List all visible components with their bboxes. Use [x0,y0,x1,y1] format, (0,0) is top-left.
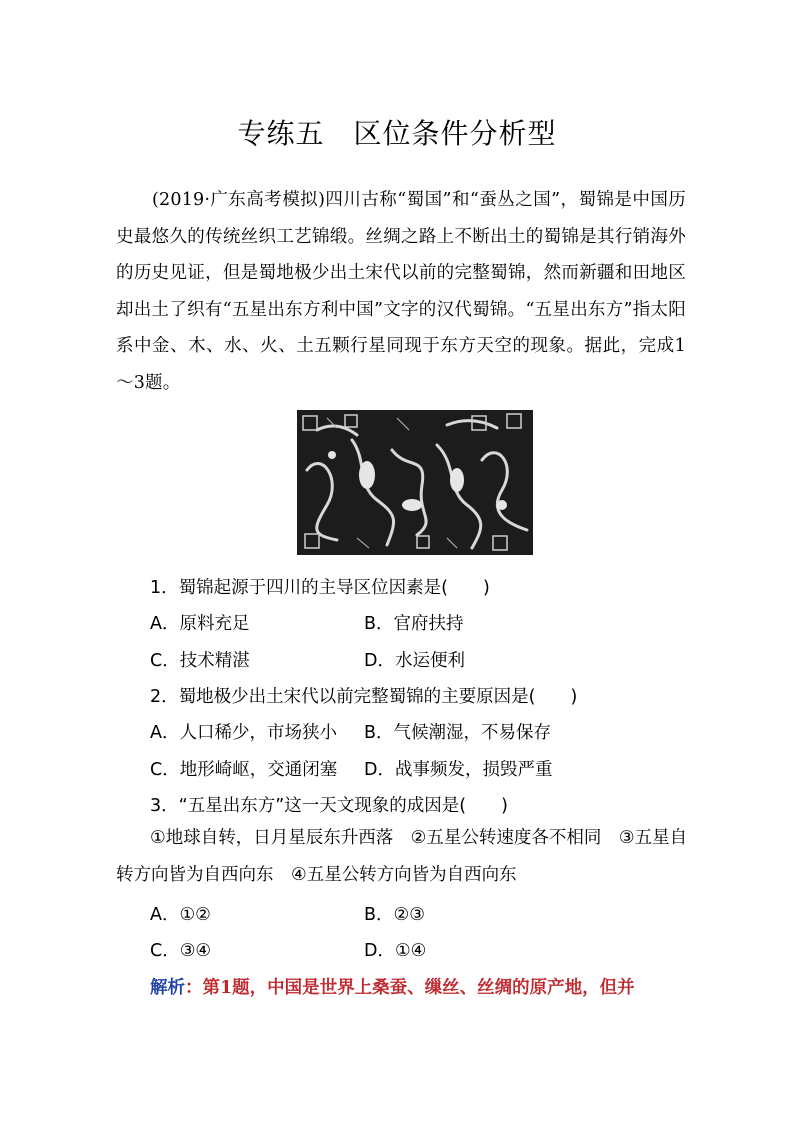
question-2-option-c: C．地形崎岖，交通闭塞 [150,760,338,780]
question-2-stem: 2．蜀地极少出土宋代以前完整蜀锦的主要原因是( ) [150,687,578,707]
question-1-option-c: C．技术精湛 [150,651,250,671]
intro-paragraph: (2019·广东高考模拟)四川古称“蜀国”和“蚕丛之国”，蜀锦是中国历史最悠久的传统丝织工艺锦缎。丝绸之路上不断出土的蜀锦是其行销海外的历史见证，但是蜀地极少出土宋代以前的完整蜀锦，然而新疆和田地区却出土了织有“五星出东方利中国”文字的汉代蜀锦。“五星出东方”指太阳系中金、木、水、火、土五颗行星同现于东方天空的现象。据此，完成1～3题。 [116,190,686,393]
analysis-label: 解析 [150,978,185,998]
question-3-statements: ①地球自转，日月星辰东升西落 ②五星公转速度各不相同 ③五星自转方向皆为自西向东 ④五星公转方向皆为自西向东 [116,828,688,885]
question-3-option-d: D．①④ [364,941,427,961]
analysis-line [150,974,635,999]
analysis-text: ：第1题，中国是世界上桑蚕、缫丝、丝绸的原产地，但并 [185,978,635,998]
page-title: 专练五 区位条件分析型 [237,117,557,150]
question-1-option-b: B．官府扶持 [364,614,464,634]
question-3-stem: 3．“五星出东方”这一天文现象的成因是( ) [150,796,508,816]
brocade-pattern-image [297,410,533,555]
question-2-option-a: A．人口稀少，市场狭小 [150,723,337,743]
question-2-option-b: B．气候潮湿，不易保存 [364,723,552,743]
question-1-stem: 1．蜀锦起源于四川的主导区位因素是( ) [150,578,490,598]
question-3-option-a: A．①② [150,905,211,925]
question-2-option-d: D．战事频发，损毁严重 [364,760,553,780]
question-3-option-b: B．②③ [364,905,425,925]
question-1-option-d: D．水运便利 [364,651,465,671]
question-3-option-c: C．③④ [150,941,212,961]
brocade-photo [297,410,533,555]
question-1-option-a: A．原料充足 [150,614,250,634]
